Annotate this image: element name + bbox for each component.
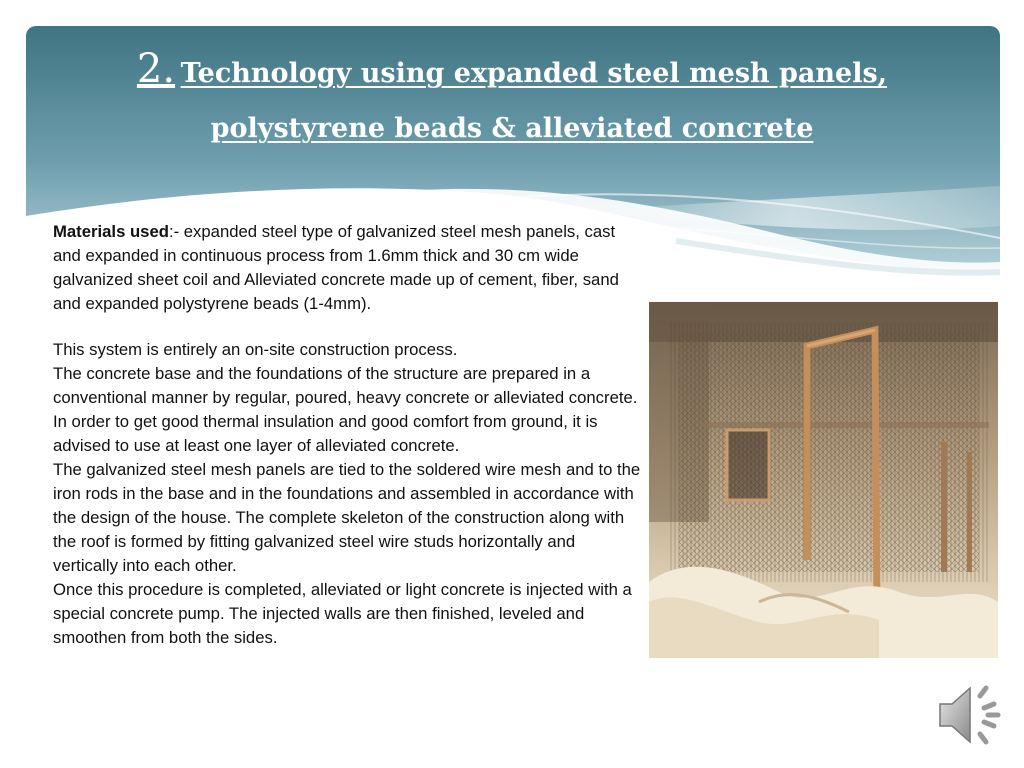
materials-label: Materials used bbox=[53, 222, 169, 241]
panels-paragraph: The galvanized steel mesh panels are tied to the soldered wire mesh and to the iron rods in the base and in the foundations and assembled in accordance with the design of the house. The complete skeleton of the construction along with the roof is formed by fitting galvanized steel wire studs horizontally and vertically into each other. bbox=[53, 460, 641, 575]
foundation-paragraph: The concrete base and the foundations of the structure are prepared in a conventional manner by regular, poured, heavy concrete or alleviated concrete. In order to get good thermal insulation and good comfort from ground, it is advised to use at least one layer of alleviated concrete. bbox=[53, 364, 638, 455]
title-number: 2. bbox=[136, 46, 176, 92]
title-line-1: Technology using expanded steel mesh panels, bbox=[180, 58, 888, 89]
materials-separator: :- bbox=[168, 222, 184, 241]
construction-photo bbox=[649, 302, 998, 658]
materials-paragraph bbox=[53, 220, 643, 316]
speaker-icon[interactable] bbox=[936, 682, 1006, 748]
materials-text: expanded steel type of galvanized steel mesh panels, cast and expanded in continuous process from 1.6mm thick and 30 cm wide galvanized sheet coil and Alleviated concrete made up of cement, fiber, sand and expanded polystyrene beads (1-4mm). bbox=[53, 222, 619, 313]
body-text bbox=[53, 220, 643, 650]
concrete-paragraph: Once this procedure is completed, alleviated or light concrete is injected with a special concrete pump. The injected walls are then finished, leveled and smoothen from both the sides. bbox=[53, 580, 632, 647]
onsite-line: This system is entirely an on-site construction process. bbox=[53, 340, 458, 359]
title-line-2: polystyrene beads & alleviated concrete bbox=[210, 113, 814, 144]
slide-title bbox=[60, 44, 964, 157]
